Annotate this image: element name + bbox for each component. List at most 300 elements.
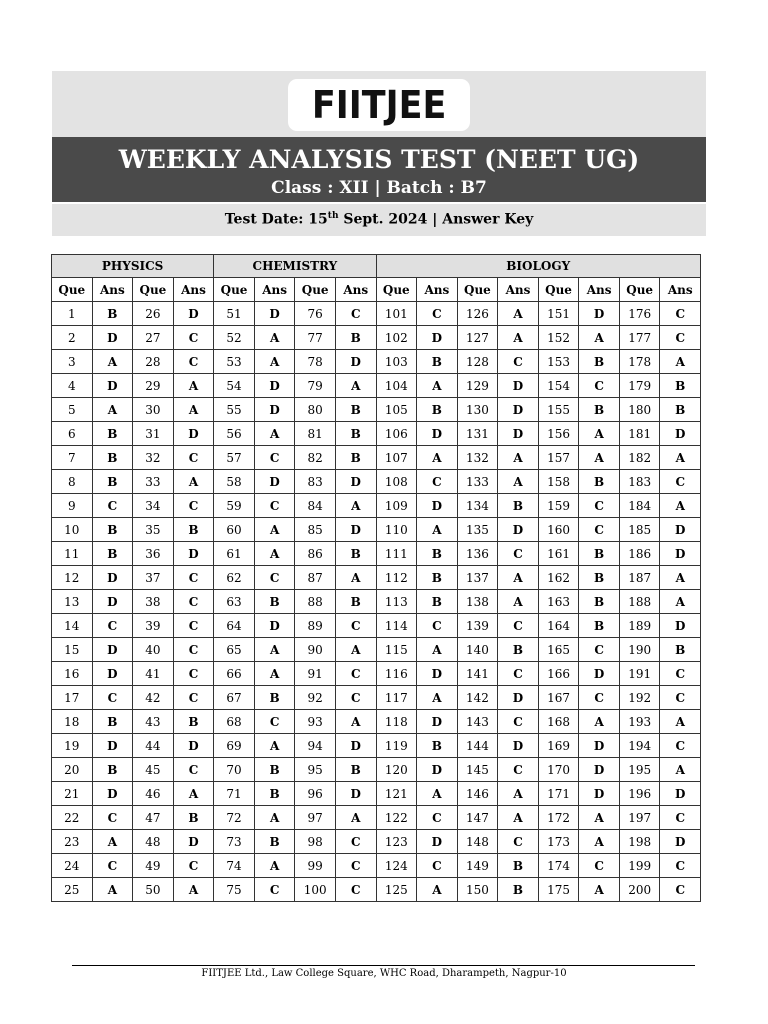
answer-option: A: [579, 710, 620, 734]
answer-option: C: [579, 686, 620, 710]
answer-option: B: [579, 542, 620, 566]
question-number: 99: [295, 854, 336, 878]
answer-option: B: [92, 422, 133, 446]
question-number: 166: [538, 662, 579, 686]
answer-option: D: [92, 566, 133, 590]
question-number: 193: [619, 710, 660, 734]
table-row: [52, 518, 701, 542]
question-number: 153: [538, 350, 579, 374]
question-number: 9: [52, 494, 93, 518]
answer-option: C: [660, 878, 701, 902]
question-number: 134: [457, 494, 498, 518]
answer-option: C: [498, 542, 539, 566]
question-number: 165: [538, 638, 579, 662]
table-row: [52, 758, 701, 782]
answer-option: B: [173, 806, 214, 830]
answer-option: A: [660, 494, 701, 518]
question-number: 63: [214, 590, 255, 614]
question-number: 146: [457, 782, 498, 806]
answer-option: C: [173, 854, 214, 878]
answer-option: B: [417, 398, 458, 422]
question-number: 149: [457, 854, 498, 878]
title-band: [52, 137, 706, 202]
question-number: 144: [457, 734, 498, 758]
answer-option: C: [660, 302, 701, 326]
question-number: 105: [376, 398, 417, 422]
answer-option: D: [417, 830, 458, 854]
answer-option: D: [417, 494, 458, 518]
question-number: 106: [376, 422, 417, 446]
question-number: 13: [52, 590, 93, 614]
question-number: 171: [538, 782, 579, 806]
question-number: 14: [52, 614, 93, 638]
answer-option: D: [498, 398, 539, 422]
table-row: [52, 374, 701, 398]
table-row: [52, 446, 701, 470]
question-number: 38: [133, 590, 174, 614]
question-number: 27: [133, 326, 174, 350]
answer-option: D: [660, 542, 701, 566]
answer-option: D: [579, 662, 620, 686]
question-number: 19: [52, 734, 93, 758]
question-number: 66: [214, 662, 255, 686]
answer-option: D: [417, 710, 458, 734]
question-number: 71: [214, 782, 255, 806]
question-number: 52: [214, 326, 255, 350]
answer-option: C: [173, 614, 214, 638]
question-number: 150: [457, 878, 498, 902]
answer-option: C: [335, 614, 376, 638]
question-number: 29: [133, 374, 174, 398]
question-number: 64: [214, 614, 255, 638]
answer-option: A: [335, 494, 376, 518]
question-number: 112: [376, 566, 417, 590]
question-number: 53: [214, 350, 255, 374]
answer-option: A: [173, 782, 214, 806]
question-number: 163: [538, 590, 579, 614]
answer-option: A: [335, 710, 376, 734]
question-number: 39: [133, 614, 174, 638]
answer-option: C: [92, 614, 133, 638]
table-row: [52, 662, 701, 686]
answer-option: C: [660, 686, 701, 710]
table-row: [52, 854, 701, 878]
answer-option: C: [173, 758, 214, 782]
answer-option: D: [335, 470, 376, 494]
question-number: 173: [538, 830, 579, 854]
question-number: 168: [538, 710, 579, 734]
question-number: 110: [376, 518, 417, 542]
question-number: 145: [457, 758, 498, 782]
column-header-ans: Ans: [173, 278, 214, 302]
question-number: 152: [538, 326, 579, 350]
answer-option: D: [417, 422, 458, 446]
answer-option: D: [254, 398, 295, 422]
question-number: 101: [376, 302, 417, 326]
question-number: 157: [538, 446, 579, 470]
answer-option: A: [660, 446, 701, 470]
column-header-que: Que: [214, 278, 255, 302]
question-number: 82: [295, 446, 336, 470]
answer-option: C: [498, 350, 539, 374]
question-number: 159: [538, 494, 579, 518]
answer-option: B: [173, 518, 214, 542]
table-row: [52, 398, 701, 422]
question-number: 161: [538, 542, 579, 566]
question-number: 100: [295, 878, 336, 902]
question-number: 121: [376, 782, 417, 806]
table-row: [52, 782, 701, 806]
question-number: 183: [619, 470, 660, 494]
column-header-ans: Ans: [335, 278, 376, 302]
question-number: 181: [619, 422, 660, 446]
answer-option: B: [254, 758, 295, 782]
question-number: 72: [214, 806, 255, 830]
question-number: 139: [457, 614, 498, 638]
question-number: 185: [619, 518, 660, 542]
answer-option: C: [660, 854, 701, 878]
answer-option: C: [498, 614, 539, 638]
answer-option: C: [254, 446, 295, 470]
answer-option: A: [660, 590, 701, 614]
question-number: 130: [457, 398, 498, 422]
logo-band: [52, 71, 706, 137]
table-row: [52, 590, 701, 614]
answer-option: B: [335, 758, 376, 782]
question-number: 128: [457, 350, 498, 374]
answer-option: B: [417, 350, 458, 374]
answer-option: A: [173, 878, 214, 902]
answer-option: A: [417, 686, 458, 710]
answer-option: D: [254, 302, 295, 326]
question-number: 20: [52, 758, 93, 782]
answer-option: C: [92, 686, 133, 710]
question-number: 55: [214, 398, 255, 422]
answer-option: B: [254, 830, 295, 854]
column-header-que: Que: [538, 278, 579, 302]
question-number: 179: [619, 374, 660, 398]
question-number: 47: [133, 806, 174, 830]
answer-option: C: [254, 494, 295, 518]
question-number: 18: [52, 710, 93, 734]
date-band: [52, 204, 706, 236]
question-number: 59: [214, 494, 255, 518]
answer-option: B: [498, 878, 539, 902]
answer-option: D: [92, 326, 133, 350]
question-number: 104: [376, 374, 417, 398]
section-biology: BIOLOGY: [376, 255, 701, 278]
question-number: 164: [538, 614, 579, 638]
answer-option: A: [579, 830, 620, 854]
table-row: [52, 734, 701, 758]
question-number: 30: [133, 398, 174, 422]
question-number: 50: [133, 878, 174, 902]
answer-option: C: [173, 350, 214, 374]
table-row: [52, 350, 701, 374]
answer-option: A: [417, 374, 458, 398]
question-number: 31: [133, 422, 174, 446]
question-number: 141: [457, 662, 498, 686]
question-number: 85: [295, 518, 336, 542]
answer-option: B: [417, 542, 458, 566]
question-number: 135: [457, 518, 498, 542]
footer-divider: [72, 965, 695, 966]
answer-option: A: [417, 638, 458, 662]
answer-option: D: [498, 518, 539, 542]
answer-option: A: [417, 782, 458, 806]
question-number: 97: [295, 806, 336, 830]
answer-option: D: [335, 350, 376, 374]
answer-option: D: [579, 758, 620, 782]
question-number: 56: [214, 422, 255, 446]
question-number: 138: [457, 590, 498, 614]
answer-option: B: [92, 470, 133, 494]
question-number: 6: [52, 422, 93, 446]
answer-option: D: [660, 518, 701, 542]
answer-option: B: [254, 686, 295, 710]
question-number: 102: [376, 326, 417, 350]
answer-option: C: [254, 710, 295, 734]
question-number: 37: [133, 566, 174, 590]
question-number: 67: [214, 686, 255, 710]
question-number: 42: [133, 686, 174, 710]
question-number: 127: [457, 326, 498, 350]
answer-option: C: [335, 686, 376, 710]
answer-option: A: [579, 326, 620, 350]
answer-option: B: [660, 374, 701, 398]
question-number: 140: [457, 638, 498, 662]
question-number: 83: [295, 470, 336, 494]
answer-option: C: [660, 662, 701, 686]
answer-option: C: [173, 638, 214, 662]
question-number: 136: [457, 542, 498, 566]
column-header-ans: Ans: [579, 278, 620, 302]
question-number: 126: [457, 302, 498, 326]
answer-option: A: [498, 326, 539, 350]
answer-option: D: [498, 686, 539, 710]
question-number: 174: [538, 854, 579, 878]
answer-option: D: [254, 614, 295, 638]
header: [52, 71, 706, 236]
question-number: 98: [295, 830, 336, 854]
question-number: 117: [376, 686, 417, 710]
question-number: 15: [52, 638, 93, 662]
question-number: 74: [214, 854, 255, 878]
question-number: 62: [214, 566, 255, 590]
question-number: 51: [214, 302, 255, 326]
answer-option: A: [498, 302, 539, 326]
answer-option: D: [92, 662, 133, 686]
answer-option: C: [498, 710, 539, 734]
question-number: 92: [295, 686, 336, 710]
question-number: 79: [295, 374, 336, 398]
answer-option: A: [335, 566, 376, 590]
footer-address: FIITJEE Ltd., Law College Square, WHC Road, Dharampeth, Nagpur-10: [201, 968, 567, 979]
question-number: 1: [52, 302, 93, 326]
question-number: 43: [133, 710, 174, 734]
answer-option: A: [254, 734, 295, 758]
question-number: 26: [133, 302, 174, 326]
question-number: 35: [133, 518, 174, 542]
question-number: 68: [214, 710, 255, 734]
answer-option: D: [173, 302, 214, 326]
question-number: 177: [619, 326, 660, 350]
question-number: 187: [619, 566, 660, 590]
question-number: 115: [376, 638, 417, 662]
section-chemistry: CHEMISTRY: [214, 255, 376, 278]
answer-option: D: [579, 734, 620, 758]
answer-option: C: [173, 686, 214, 710]
answer-option: B: [498, 638, 539, 662]
question-number: 65: [214, 638, 255, 662]
question-number: 89: [295, 614, 336, 638]
answer-option: C: [254, 566, 295, 590]
question-number: 103: [376, 350, 417, 374]
question-number: 120: [376, 758, 417, 782]
question-number: 182: [619, 446, 660, 470]
table-row: [52, 686, 701, 710]
question-number: 114: [376, 614, 417, 638]
answer-option: A: [660, 350, 701, 374]
answer-option: A: [254, 854, 295, 878]
question-number: 34: [133, 494, 174, 518]
question-number: 137: [457, 566, 498, 590]
answer-option: C: [173, 446, 214, 470]
logo: [288, 79, 470, 131]
answer-option: B: [92, 446, 133, 470]
answer-option: A: [173, 398, 214, 422]
question-number: 76: [295, 302, 336, 326]
question-number: 119: [376, 734, 417, 758]
question-number: 156: [538, 422, 579, 446]
answer-option: A: [660, 710, 701, 734]
answer-option: C: [498, 758, 539, 782]
answer-option: C: [417, 302, 458, 326]
answer-option: C: [660, 806, 701, 830]
question-number: 162: [538, 566, 579, 590]
question-number: 28: [133, 350, 174, 374]
question-number: 195: [619, 758, 660, 782]
answer-option: B: [335, 422, 376, 446]
question-number: 169: [538, 734, 579, 758]
question-number: 118: [376, 710, 417, 734]
question-number: 84: [295, 494, 336, 518]
question-number: 172: [538, 806, 579, 830]
answer-option: C: [660, 470, 701, 494]
answer-option: D: [92, 590, 133, 614]
question-number: 178: [619, 350, 660, 374]
answer-option: C: [173, 662, 214, 686]
answer-option: C: [173, 494, 214, 518]
question-number: 11: [52, 542, 93, 566]
answer-option: C: [92, 854, 133, 878]
question-number: 22: [52, 806, 93, 830]
answer-option: A: [254, 638, 295, 662]
answer-option: A: [660, 566, 701, 590]
answer-option: D: [498, 422, 539, 446]
answer-option: D: [173, 734, 214, 758]
answer-option: B: [335, 590, 376, 614]
table-row: [52, 830, 701, 854]
answer-option: A: [417, 446, 458, 470]
question-number: 81: [295, 422, 336, 446]
answer-option: A: [498, 806, 539, 830]
table-row: [52, 542, 701, 566]
answer-option: C: [660, 326, 701, 350]
question-number: 131: [457, 422, 498, 446]
question-number: 45: [133, 758, 174, 782]
answer-option: C: [173, 566, 214, 590]
question-number: 3: [52, 350, 93, 374]
question-number: 108: [376, 470, 417, 494]
test-date: [52, 211, 706, 228]
answer-option: D: [660, 614, 701, 638]
answer-option: D: [92, 374, 133, 398]
column-header-ans: Ans: [92, 278, 133, 302]
answer-option: C: [417, 614, 458, 638]
question-number: 155: [538, 398, 579, 422]
answer-option: B: [92, 758, 133, 782]
answer-option: D: [660, 422, 701, 446]
question-number: 33: [133, 470, 174, 494]
answer-option: A: [254, 422, 295, 446]
answer-option: C: [335, 302, 376, 326]
answer-option: C: [660, 734, 701, 758]
question-number: 60: [214, 518, 255, 542]
section-physics: PHYSICS: [52, 255, 214, 278]
answer-option: C: [579, 854, 620, 878]
answer-option: C: [173, 326, 214, 350]
table-row: [52, 638, 701, 662]
column-header-que: Que: [295, 278, 336, 302]
question-number: 54: [214, 374, 255, 398]
question-number: 23: [52, 830, 93, 854]
question-number: 186: [619, 542, 660, 566]
table-row: [52, 878, 701, 902]
answer-option: C: [335, 854, 376, 878]
answer-option: C: [579, 494, 620, 518]
answer-option: A: [254, 518, 295, 542]
answer-option: C: [579, 638, 620, 662]
answer-option: B: [579, 350, 620, 374]
question-number: 90: [295, 638, 336, 662]
question-number: 132: [457, 446, 498, 470]
question-number: 200: [619, 878, 660, 902]
answer-option: C: [335, 878, 376, 902]
answer-option: B: [335, 326, 376, 350]
table-row: [52, 422, 701, 446]
column-header-ans: Ans: [660, 278, 701, 302]
question-number: 8: [52, 470, 93, 494]
answer-option: D: [335, 782, 376, 806]
column-header-ans: Ans: [417, 278, 458, 302]
answer-option: A: [417, 878, 458, 902]
question-number: 188: [619, 590, 660, 614]
answer-option: A: [335, 374, 376, 398]
answer-option: A: [254, 542, 295, 566]
question-number: 57: [214, 446, 255, 470]
answer-option: C: [335, 662, 376, 686]
column-header-que: Que: [52, 278, 93, 302]
question-number: 129: [457, 374, 498, 398]
table-body: [52, 302, 701, 902]
question-number: 93: [295, 710, 336, 734]
answer-option: A: [498, 782, 539, 806]
answer-option: C: [335, 830, 376, 854]
question-number: 78: [295, 350, 336, 374]
answer-option: B: [498, 854, 539, 878]
answer-option: B: [417, 590, 458, 614]
